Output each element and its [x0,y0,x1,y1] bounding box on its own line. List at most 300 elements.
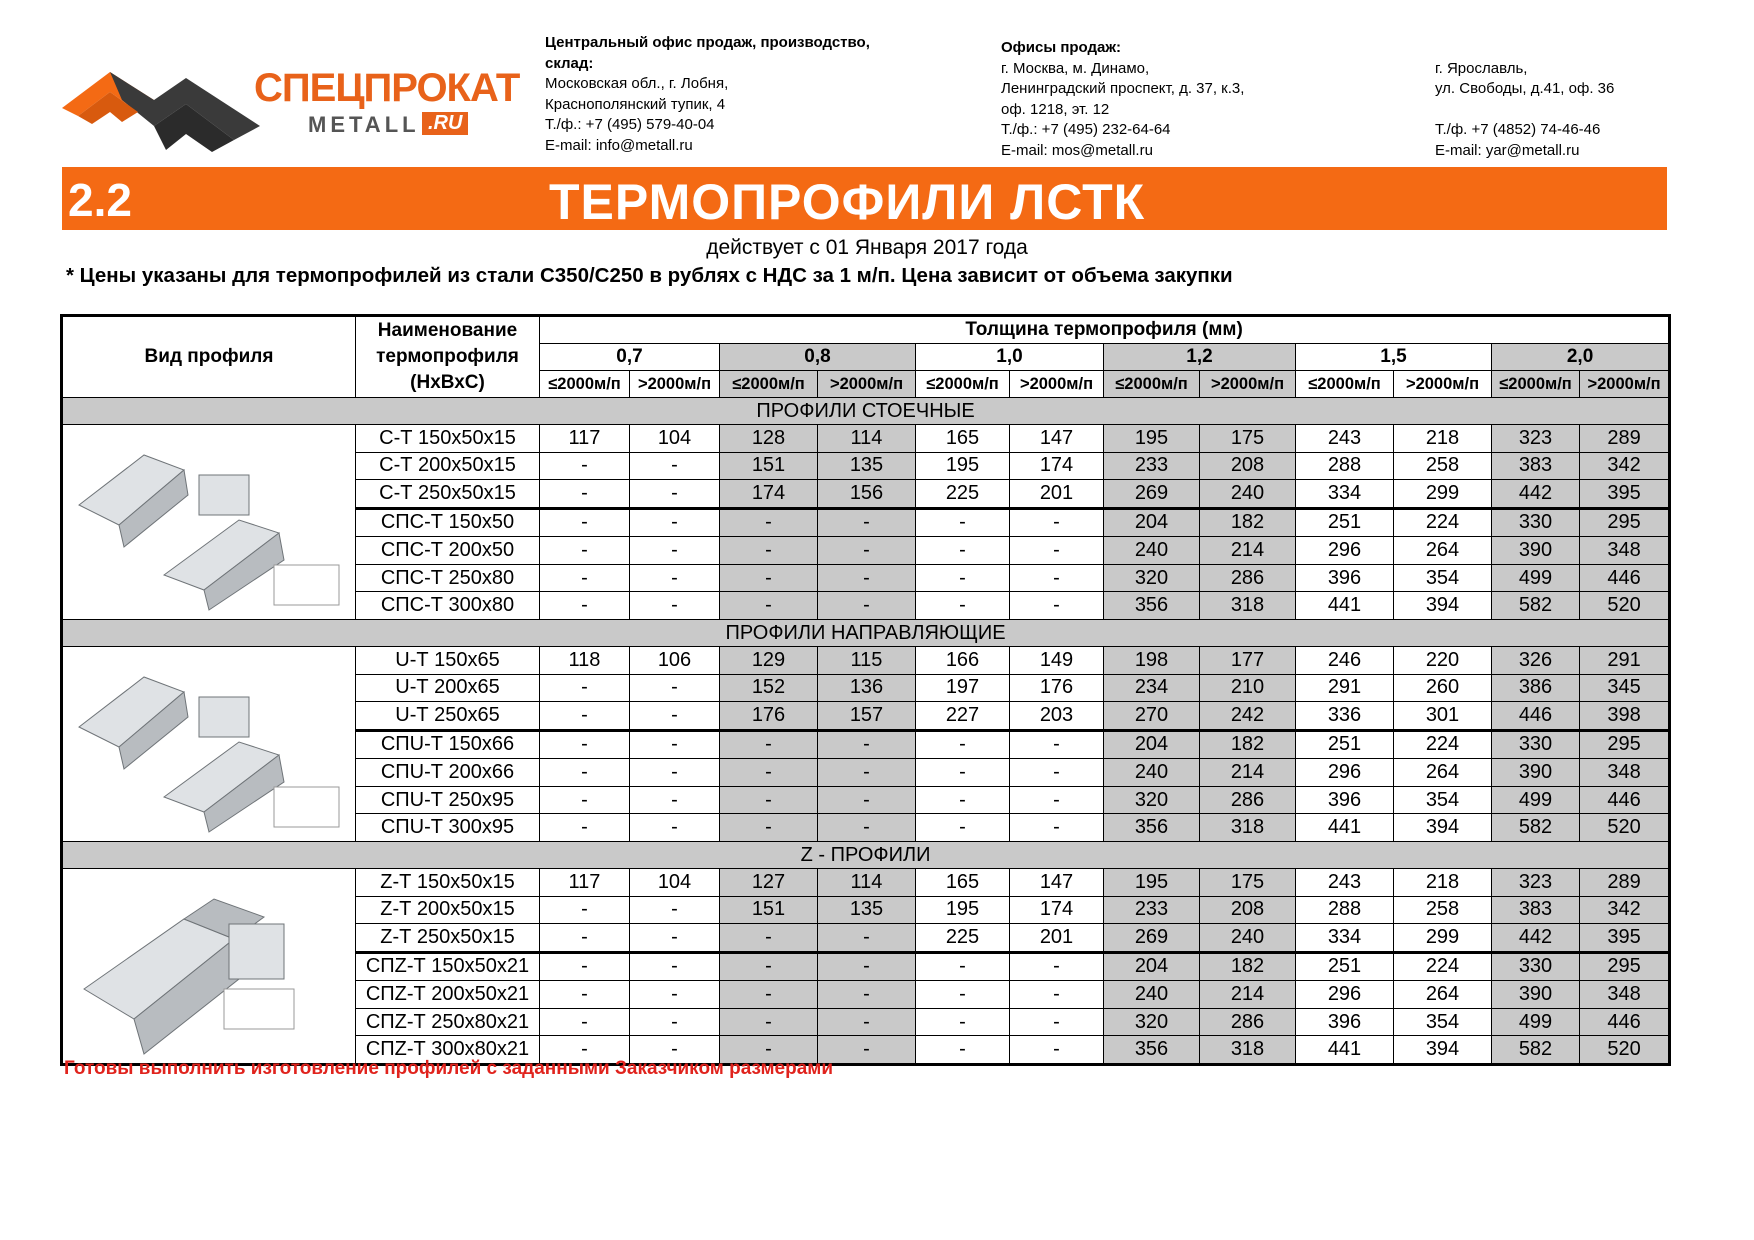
price-cell: 240 [1200,924,1296,953]
moscow-office-line: г. Москва, м. Динамо, [1001,59,1150,77]
price-cell: - [630,981,720,1009]
section-header: ПРОФИЛИ СТОЕЧНЫЕ [62,398,1670,425]
price-cell: - [630,759,720,787]
price-cell: - [720,537,818,565]
profile-name-cell: СПС-Т 200х50 [356,537,540,565]
price-cell: - [1010,952,1104,981]
price-cell: 390 [1492,981,1580,1009]
price-cell: - [540,508,630,537]
thickness-col-header: 0,8 [720,344,916,371]
price-cell: 356 [1104,592,1200,620]
price-cell: 128 [720,425,818,453]
price-cell: 296 [1296,759,1394,787]
price-cell: - [630,592,720,620]
profile-name-cell: U-Т 250х65 [356,702,540,731]
yaroslavl-office-line: ул. Свободы, д.41, оф. 36 [1435,80,1615,97]
profile-name-cell: С-Т 200х50х15 [356,452,540,480]
price-cell: 446 [1580,1008,1670,1036]
price-cell: 227 [916,702,1010,731]
price-cell: - [1010,1008,1104,1036]
price-cell: - [916,537,1010,565]
price-cell: - [818,786,916,814]
moscow-office-contacts [1001,38,1244,161]
price-cell: - [818,981,916,1009]
volume-col-header: ≤2000м/п [1296,371,1394,398]
price-cell: 330 [1492,952,1580,981]
price-cell: 176 [720,702,818,731]
price-cell: 118 [540,647,630,675]
thickness-header: Толщина термопрофиля (мм) [540,316,1670,344]
price-cell: - [540,674,630,702]
price-cell: - [1010,730,1104,759]
price-cell: - [540,1008,630,1036]
price-cell: 301 [1394,702,1492,731]
price-cell: 234 [1104,674,1200,702]
yaroslavl-office-contacts [1435,38,1614,161]
price-cell: 165 [916,425,1010,453]
price-cell: - [1010,508,1104,537]
price-cell: 174 [1010,896,1104,924]
central-office-phone: Т./ф.: +7 (495) 579-40-04 [545,116,715,133]
price-cell: - [540,730,630,759]
profile-name-cell: СПС-Т 250х80 [356,564,540,592]
price-cell: 225 [916,480,1010,509]
price-cell: 115 [818,647,916,675]
price-cell: 152 [720,674,818,702]
price-cell: - [720,981,818,1009]
valid-from-text: действует с 01 Января 2017 года [706,236,1028,259]
price-cell: 446 [1580,564,1670,592]
price-cell: 224 [1394,508,1492,537]
price-cell: 354 [1394,564,1492,592]
price-cell: 117 [540,869,630,897]
price-cell: 330 [1492,508,1580,537]
price-cell: - [630,1008,720,1036]
price-cell: 204 [1104,730,1200,759]
price-cell: - [630,814,720,842]
price-cell: 264 [1394,537,1492,565]
moscow-office-line: Ленинградский проспект, д. 37, к.3, [1001,80,1245,97]
price-cell: 394 [1394,814,1492,842]
price-cell: 224 [1394,952,1492,981]
central-office-line: Краснополянский тупик, 4 [545,95,726,113]
price-cell: 201 [1010,924,1104,953]
price-cell: 356 [1104,1036,1200,1065]
price-cell: 269 [1104,924,1200,953]
price-cell: - [818,814,916,842]
volume-col-header: >2000м/п [1580,371,1670,398]
price-cell: - [1010,592,1104,620]
price-cell: 182 [1200,730,1296,759]
profile-name-cell: Z-Т 250х50х15 [356,924,540,953]
price-cell: - [540,924,630,953]
table-row [62,647,1670,675]
price-cell: - [540,592,630,620]
profile-name-cell: U-Т 200х65 [356,674,540,702]
profile-name-header-line: термопрофиля [376,346,519,367]
price-cell: - [630,537,720,565]
price-cell: 442 [1492,924,1580,953]
price-cell: 240 [1104,759,1200,787]
price-cell: 398 [1580,702,1670,731]
price-cell: - [540,786,630,814]
price-cell: 135 [818,896,916,924]
price-cell: 243 [1296,425,1394,453]
moscow-office-phone: Т./ф.: +7 (495) 232-64-64 [1001,121,1171,138]
section-title: ТЕРМОПРОФИЛИ ЛСТК [549,174,1146,230]
price-cell: 334 [1296,480,1394,509]
price-cell: 390 [1492,537,1580,565]
price-cell: 286 [1200,564,1296,592]
price-cell: 151 [720,452,818,480]
thickness-col-header: 1,2 [1104,344,1296,371]
price-cell: 251 [1296,952,1394,981]
price-cell: 177 [1200,647,1296,675]
price-cell: 342 [1580,896,1670,924]
price-cell: - [916,730,1010,759]
price-cell: - [720,759,818,787]
price-cell: 208 [1200,452,1296,480]
price-cell: - [630,508,720,537]
profile-name-header-line: (НхВхС) [410,372,485,393]
yaroslavl-office-phone: Т./ф. +7 (4852) 74-46-46 [1435,121,1601,138]
price-cell: 289 [1580,869,1670,897]
price-cell: 299 [1394,480,1492,509]
price-cell: 218 [1394,869,1492,897]
profile-name-cell: СПZ-Т 250х80х21 [356,1008,540,1036]
price-cell: - [720,508,818,537]
price-cell: - [916,1008,1010,1036]
price-cell: 176 [1010,674,1104,702]
price-cell: 441 [1296,592,1394,620]
price-cell: - [540,896,630,924]
table-row [62,425,1670,453]
price-cell: 208 [1200,896,1296,924]
price-cell: 264 [1394,759,1492,787]
price-cell: 195 [916,896,1010,924]
price-cell: - [916,1036,1010,1065]
price-table [60,314,1671,1066]
price-cell: 288 [1296,452,1394,480]
price-cell: 201 [1010,480,1104,509]
price-cell: 129 [720,647,818,675]
yaroslavl-office-line: г. Ярославль, [1435,59,1528,77]
price-cell: 174 [720,480,818,509]
price-cell: 441 [1296,1036,1394,1065]
price-cell: 224 [1394,730,1492,759]
volume-col-header: ≤2000м/п [1104,371,1200,398]
price-cell: - [818,759,916,787]
price-cell: - [720,786,818,814]
price-cell: - [916,564,1010,592]
price-cell: - [916,508,1010,537]
price-cell: - [720,952,818,981]
price-cell: 240 [1104,981,1200,1009]
thickness-col-header: 2,0 [1492,344,1670,371]
thickness-col-header: 1,5 [1296,344,1492,371]
central-office-contacts [545,33,870,156]
price-cell: - [818,1036,916,1065]
price-cell: 151 [720,896,818,924]
volume-col-header: >2000м/п [1200,371,1296,398]
price-cell: - [540,564,630,592]
profile-image [62,869,356,1065]
price-cell: 582 [1492,814,1580,842]
price-cell: 334 [1296,924,1394,953]
price-cell: 323 [1492,425,1580,453]
profile-name-cell: U-Т 150х65 [356,647,540,675]
price-cell: - [916,592,1010,620]
price-cell: 396 [1296,564,1394,592]
price-cell: 166 [916,647,1010,675]
moscow-office-email[interactable]: E-mail: mos@metall.ru [1001,141,1153,159]
price-cell: 395 [1580,480,1670,509]
price-cell: 114 [818,425,916,453]
price-cell: 289 [1580,425,1670,453]
price-cell: 104 [630,869,720,897]
logo-domain-text: .RU [422,112,468,135]
central-office-email[interactable]: E-mail: info@metall.ru [545,136,693,154]
price-cell: - [630,674,720,702]
c-profile-drawing-icon [64,425,354,613]
price-cell: 330 [1492,730,1580,759]
price-cell: 195 [1104,425,1200,453]
price-cell: - [540,952,630,981]
thickness-col-header: 0,7 [540,344,720,371]
price-cell: 175 [1200,869,1296,897]
price-cell: - [818,952,916,981]
price-cell: 396 [1296,1008,1394,1036]
price-cell: 446 [1580,786,1670,814]
price-cell: - [818,730,916,759]
price-cell: 396 [1296,786,1394,814]
price-cell: 218 [1394,425,1492,453]
price-cell: - [1010,814,1104,842]
price-cell: 258 [1394,896,1492,924]
price-cell: 286 [1200,786,1296,814]
price-cell: 320 [1104,786,1200,814]
price-cell: 117 [540,425,630,453]
profile-name-cell: Z-Т 150х50х15 [356,869,540,897]
company-logo[interactable] [62,60,532,160]
thickness-col-header: 1,0 [916,344,1104,371]
price-cell: 243 [1296,869,1394,897]
price-cell: - [818,1008,916,1036]
price-cell: 520 [1580,814,1670,842]
profile-name-cell: С-Т 250х50х15 [356,480,540,509]
price-cell: - [720,1036,818,1065]
price-cell: 320 [1104,1008,1200,1036]
price-cell: 383 [1492,452,1580,480]
price-cell: 296 [1296,537,1394,565]
price-cell: 390 [1492,759,1580,787]
profile-image [62,647,356,842]
profile-name-header [356,316,540,398]
table-row [62,869,1670,897]
price-cell: 251 [1296,508,1394,537]
price-cell: 174 [1010,452,1104,480]
price-cell: 182 [1200,508,1296,537]
price-cell: - [630,1036,720,1065]
price-cell: 295 [1580,730,1670,759]
price-cell: - [540,480,630,509]
price-cell: 195 [916,452,1010,480]
price-cell: 214 [1200,759,1296,787]
price-cell: - [916,759,1010,787]
volume-col-header: >2000м/п [1394,371,1492,398]
price-cell: 147 [1010,869,1104,897]
price-cell: 136 [818,674,916,702]
price-cell: 269 [1104,480,1200,509]
price-cell: 342 [1580,452,1670,480]
price-cell: 264 [1394,981,1492,1009]
price-cell: 220 [1394,647,1492,675]
section-title-bar [62,167,1667,230]
price-cell: 270 [1104,702,1200,731]
price-cell: 291 [1580,647,1670,675]
profile-name-cell: СПZ-Т 200х50х21 [356,981,540,1009]
price-cell: - [540,814,630,842]
price-cell: 323 [1492,869,1580,897]
price-cell: 260 [1394,674,1492,702]
volume-col-header: ≤2000м/п [540,371,630,398]
price-cell: - [630,924,720,953]
price-cell: - [1010,1036,1104,1065]
price-cell: - [540,537,630,565]
price-cell: 348 [1580,537,1670,565]
price-cell: - [720,814,818,842]
price-cell: - [916,786,1010,814]
price-cell: 499 [1492,786,1580,814]
price-cell: - [630,786,720,814]
profile-name-cell: СПU-Т 150х66 [356,730,540,759]
price-cell: 320 [1104,564,1200,592]
price-cell: 135 [818,452,916,480]
volume-col-header: ≤2000м/п [1492,371,1580,398]
price-cell: - [1010,759,1104,787]
price-cell: - [630,896,720,924]
price-cell: 114 [818,869,916,897]
price-cell: 318 [1200,814,1296,842]
price-cell: 348 [1580,759,1670,787]
price-cell: 295 [1580,952,1670,981]
price-cell: 348 [1580,981,1670,1009]
profile-name-cell: С-Т 150х50х15 [356,425,540,453]
price-cell: 318 [1200,592,1296,620]
price-cell: 258 [1394,452,1492,480]
profile-view-header: Вид профиля [62,316,356,398]
price-cell: - [916,981,1010,1009]
profile-name-cell: СПZ-Т 300х80х21 [356,1036,540,1065]
price-cell: 225 [916,924,1010,953]
price-cell: 240 [1104,537,1200,565]
price-cell: 240 [1200,480,1296,509]
price-cell: - [818,564,916,592]
price-cell: 446 [1492,702,1580,731]
price-cell: 520 [1580,592,1670,620]
price-cell: - [540,452,630,480]
section-number: 2.2 [68,174,132,226]
price-cell: - [540,981,630,1009]
price-cell: - [630,480,720,509]
price-cell: 127 [720,869,818,897]
price-cell: - [916,952,1010,981]
logo-sub-text: METALL [308,112,420,137]
price-cell: - [540,1036,630,1065]
price-cell: 251 [1296,730,1394,759]
price-cell: 104 [630,425,720,453]
price-cell: - [540,702,630,731]
price-cell: 233 [1104,896,1200,924]
price-cell: - [1010,786,1104,814]
price-cell: - [1010,537,1104,565]
price-cell: 198 [1104,647,1200,675]
price-cell: - [1010,981,1104,1009]
price-cell: 582 [1492,592,1580,620]
profile-name-cell: СПU-Т 300х95 [356,814,540,842]
price-cell: 214 [1200,537,1296,565]
price-cell: 210 [1200,674,1296,702]
price-cell: 441 [1296,814,1394,842]
price-cell: - [720,730,818,759]
price-cell: - [630,452,720,480]
price-cell: 242 [1200,702,1296,731]
price-cell: - [1010,564,1104,592]
price-cell: - [720,564,818,592]
section-header: Z - ПРОФИЛИ [62,842,1670,869]
price-cell: 286 [1200,1008,1296,1036]
price-cell: 296 [1296,981,1394,1009]
price-cell: 204 [1104,508,1200,537]
volume-col-header: ≤2000м/п [720,371,818,398]
price-cell: 157 [818,702,916,731]
price-cell: 295 [1580,508,1670,537]
price-cell: 149 [1010,647,1104,675]
volume-col-header: >2000м/п [630,371,720,398]
price-cell: - [540,759,630,787]
price-cell: 345 [1580,674,1670,702]
profile-name-cell: СПU-Т 250х95 [356,786,540,814]
sales-offices-title: Офисы продаж: [1001,39,1122,56]
price-cell: 197 [916,674,1010,702]
profile-name-cell: СПU-Т 200х66 [356,759,540,787]
logo-brand-text: СПЕЦПРОКАТ [254,66,520,110]
price-cell: 394 [1394,1036,1492,1065]
price-cell: 356 [1104,814,1200,842]
price-cell: 156 [818,480,916,509]
price-cell: 182 [1200,952,1296,981]
price-cell: 233 [1104,452,1200,480]
price-cell: - [818,537,916,565]
price-cell: 195 [1104,869,1200,897]
price-cell: 147 [1010,425,1104,453]
volume-col-header: >2000м/п [818,371,916,398]
profile-name-cell: СПС-Т 150х50 [356,508,540,537]
custom-size-note: Готовы выполнить изготовление профилей с заданными Заказчиком размерами [64,1058,834,1079]
price-cell: 386 [1492,674,1580,702]
price-cell: - [720,924,818,953]
price-cell: 582 [1492,1036,1580,1065]
price-cell: 383 [1492,896,1580,924]
price-cell: - [916,814,1010,842]
volume-col-header: ≤2000м/п [916,371,1010,398]
price-cell: 291 [1296,674,1394,702]
price-cell: 520 [1580,1036,1670,1065]
price-cell: 354 [1394,1008,1492,1036]
price-cell: 336 [1296,702,1394,731]
yaroslavl-office-email[interactable]: E-mail: yar@metall.ru [1435,141,1580,159]
price-cell: 395 [1580,924,1670,953]
